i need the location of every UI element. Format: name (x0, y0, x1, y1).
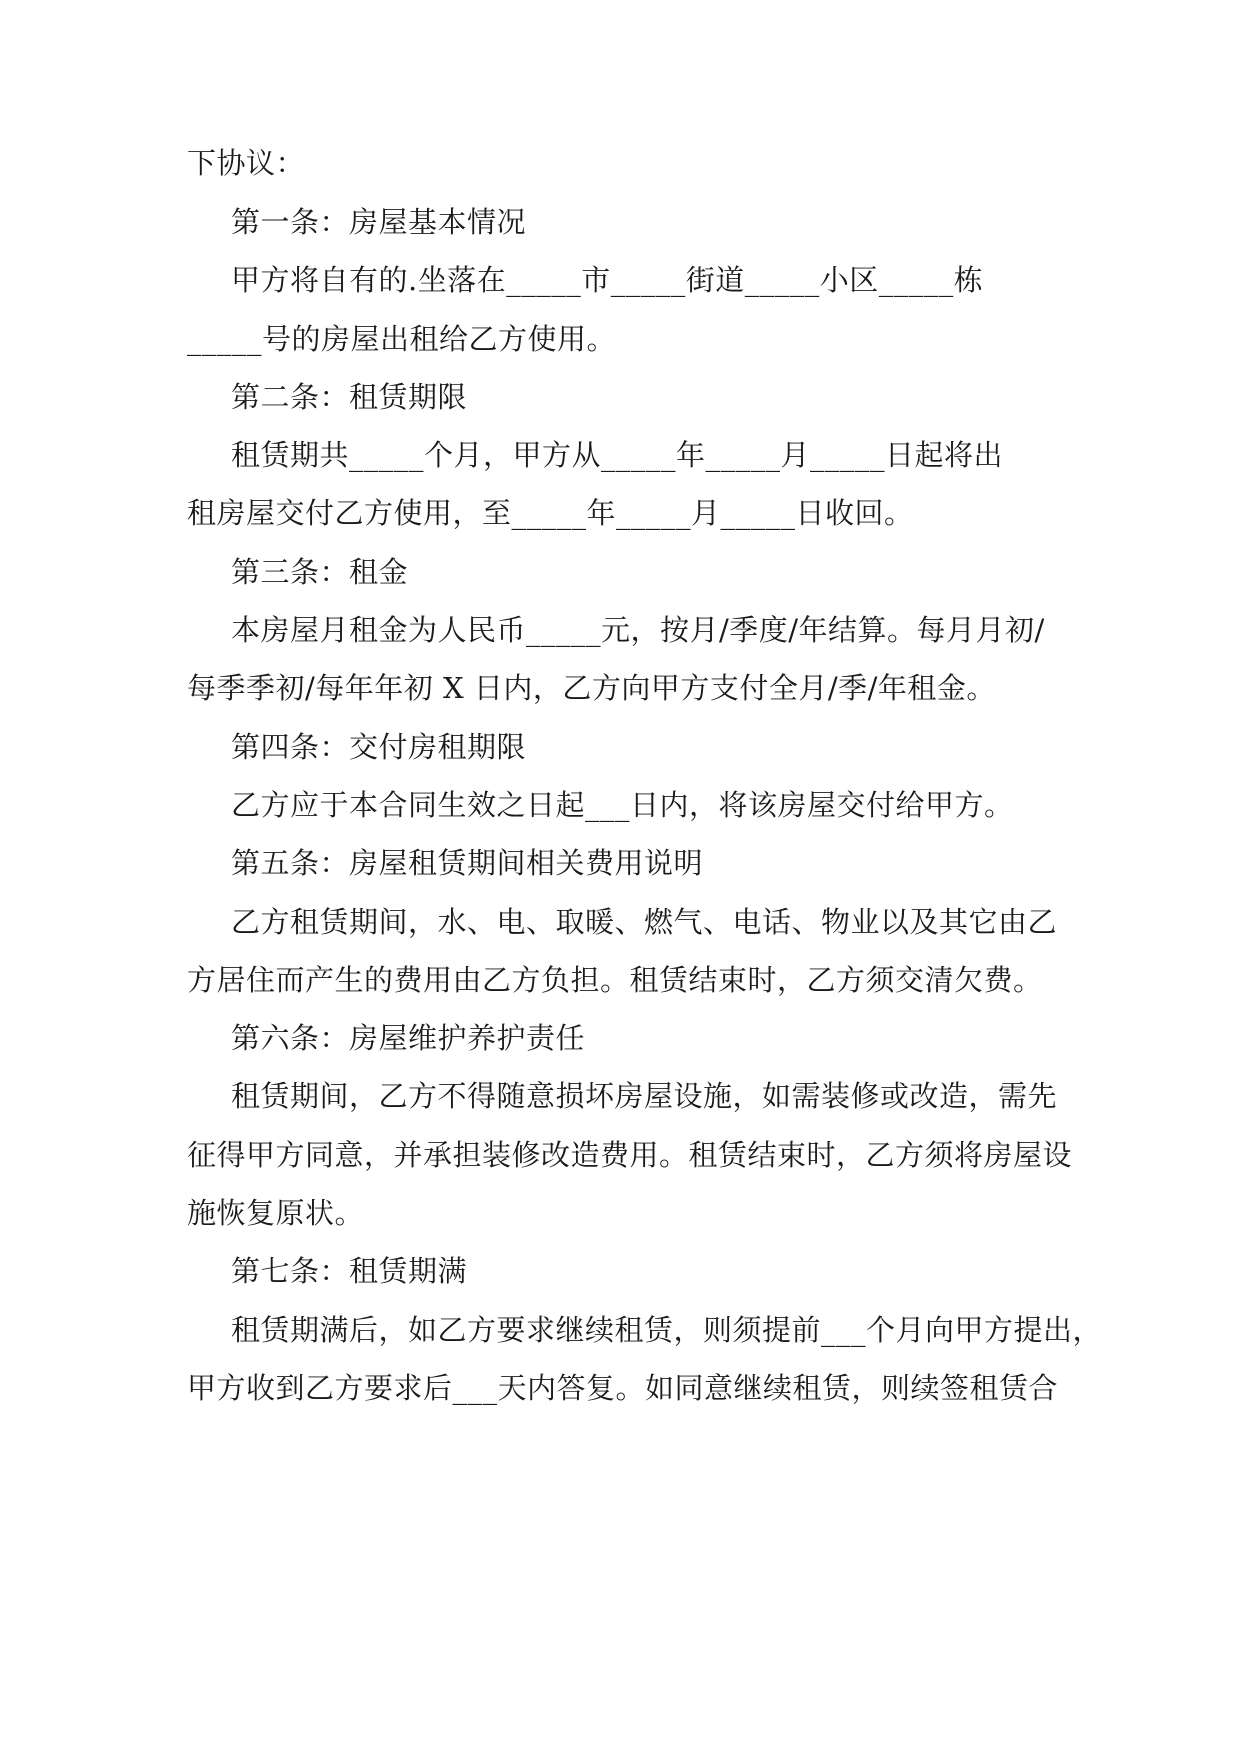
text-line-intro: 下协议： (187, 146, 306, 180)
heading-article-1: 第一条：房屋基本情况 (231, 205, 527, 239)
text-line-article-3-b: 每季季初/每年年初 X 日内，乙方向甲方支付全月/季/年租金。 (187, 671, 996, 705)
text-line-article-6-c: 施恢复原状。 (187, 1196, 365, 1230)
heading-article-3: 第三条：租金 (231, 555, 409, 589)
text-line-article-5-a: 乙方租赁期间，水、电、取暖、燃气、电话、物业以及其它由乙 (231, 905, 1058, 939)
text-line-article-5-b: 方居住而产生的费用由乙方负担。租赁结束时，乙方须交清欠费。 (187, 963, 1043, 997)
text-line-article-6-a: 租赁期间，乙方不得随意损坏房屋设施，如需装修或改造，需先 (231, 1079, 1058, 1113)
text-line-article-2-a: 租赁期共_____个月，甲方从_____年_____月_____日起将出 (231, 438, 1004, 472)
text-line-article-7-a: 租赁期满后，如乙方要求继续租赁，则须提前___个月向甲方提出， (231, 1313, 1103, 1347)
heading-article-2: 第二条：租赁期限 (231, 380, 468, 414)
text-line-article-4-a: 乙方应于本合同生效之日起___日内，将该房屋交付给甲方。 (231, 788, 1014, 822)
heading-article-7: 第七条：租赁期满 (231, 1254, 468, 1288)
heading-article-5: 第五条：房屋租赁期间相关费用说明 (231, 846, 704, 880)
text-line-article-6-b: 征得甲方同意，并承担装修改造费用。租赁结束时，乙方须将房屋设 (187, 1138, 1073, 1172)
heading-article-6: 第六条：房屋维护养护责任 (231, 1021, 586, 1055)
text-line-article-7-b: 甲方收到乙方要求后___天内答复。如同意继续租赁，则续签租赁合 (187, 1371, 1059, 1405)
text-line-article-1-a: 甲方将自有的.坐落在_____市_____街道_____小区_____栋 (231, 263, 984, 297)
heading-article-4: 第四条：交付房租期限 (231, 730, 527, 764)
text-line-article-3-a: 本房屋月租金为人民币_____元，按月/季度/年结算。每月月初/ (231, 613, 1045, 647)
text-line-article-1-b: _____号的房屋出租给乙方使用。 (187, 322, 617, 356)
text-line-article-2-b: 租房屋交付乙方使用，至_____年_____月_____日收回。 (187, 496, 914, 530)
